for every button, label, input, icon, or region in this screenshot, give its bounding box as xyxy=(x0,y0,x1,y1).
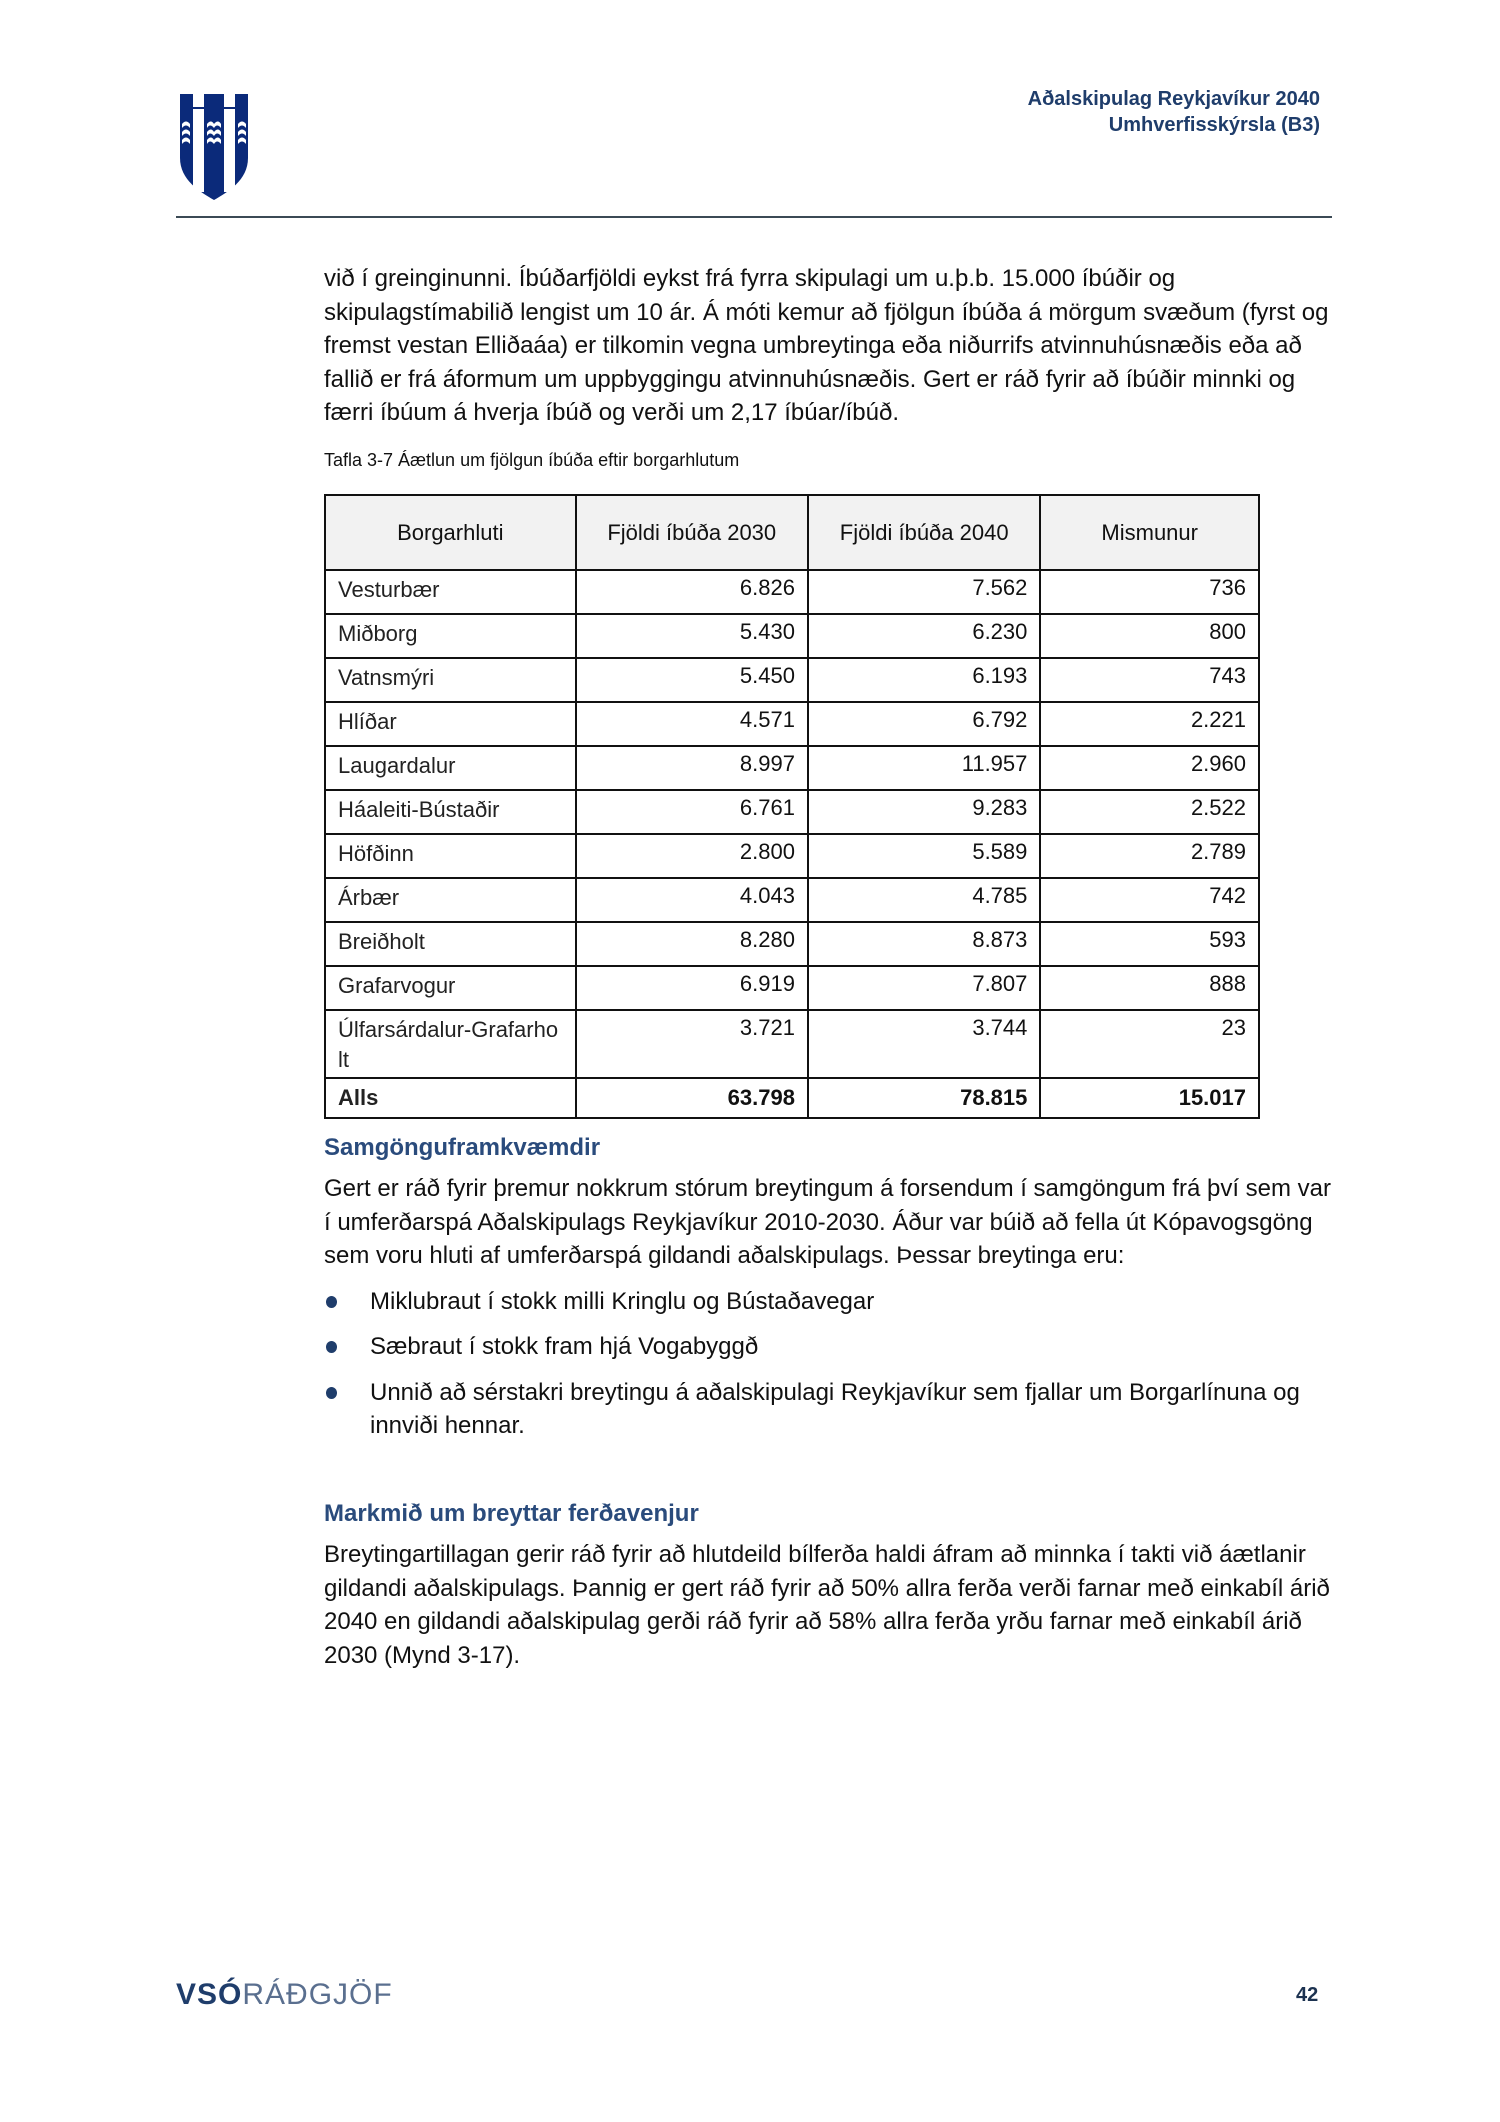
total-2030: 63.798 xyxy=(576,1078,808,1118)
column-header: Borgarhluti xyxy=(325,495,576,570)
cell-2030: 5.430 xyxy=(576,614,808,658)
total-2040: 78.815 xyxy=(808,1078,1040,1118)
cell-2030: 6.826 xyxy=(576,570,808,614)
cell-2030: 6.761 xyxy=(576,790,808,834)
bullet-text: Unnið að sérstakri breytingu á aðalskipulagi Reykjavíkur sem fjallar um Borgarlínuna og innviði hennar. xyxy=(370,1378,1300,1439)
cell-2040: 9.283 xyxy=(808,790,1040,834)
district-name: Vesturbær xyxy=(325,570,576,614)
bullet-item xyxy=(324,1285,1334,1319)
cell-difference: 743 xyxy=(1040,658,1259,702)
cell-difference: 2.522 xyxy=(1040,790,1259,834)
cell-2040: 8.873 xyxy=(808,922,1040,966)
cell-2040: 6.193 xyxy=(808,658,1040,702)
table-caption: Tafla 3-7 Áætlun um fjölgun íbúða eftir borgarhlutum xyxy=(324,450,740,470)
cell-2040: 7.562 xyxy=(808,570,1040,614)
cell-difference: 2.960 xyxy=(1040,746,1259,790)
header-title-line1: Aðalskipulag Reykjavíkur 2040 xyxy=(1027,88,1320,110)
cell-difference: 593 xyxy=(1040,922,1259,966)
travel-habits-section xyxy=(324,1500,1334,1672)
bullet-item xyxy=(324,1330,1334,1364)
district-name: Háaleiti-Bústaðir xyxy=(325,790,576,834)
cell-2030: 5.450 xyxy=(576,658,808,702)
page-number: 42 xyxy=(1296,1984,1319,2006)
cell-difference: 736 xyxy=(1040,570,1259,614)
cell-2030: 2.800 xyxy=(576,834,808,878)
cell-2040: 5.589 xyxy=(808,834,1040,878)
district-name: Árbær xyxy=(325,878,576,922)
cell-2030: 8.997 xyxy=(576,746,808,790)
bullet-icon xyxy=(326,1387,337,1399)
table-row xyxy=(325,614,1259,658)
housing-table xyxy=(324,494,1260,1119)
table-row xyxy=(325,1010,1259,1078)
cell-2030: 4.571 xyxy=(576,702,808,746)
column-header: Fjöldi íbúða 2030 xyxy=(576,495,808,570)
table-header-row xyxy=(325,495,1259,570)
transport-section xyxy=(324,1134,1334,1455)
table-row xyxy=(325,834,1259,878)
cell-2030: 6.919 xyxy=(576,966,808,1010)
district-name: Grafarvogur xyxy=(325,966,576,1010)
cell-difference: 23 xyxy=(1040,1010,1259,1078)
table-total-row xyxy=(325,1078,1259,1118)
section-heading: Markmið um breyttar ferðavenjur xyxy=(324,1500,699,1527)
table-row xyxy=(325,790,1259,834)
cell-2040: 4.785 xyxy=(808,878,1040,922)
bullet-list xyxy=(324,1285,1334,1443)
bullet-icon xyxy=(326,1296,337,1308)
table-row xyxy=(325,878,1259,922)
district-name: Vatnsmýri xyxy=(325,658,576,702)
table-row xyxy=(325,570,1259,614)
intro-section xyxy=(324,262,1334,430)
table-row xyxy=(325,922,1259,966)
column-header: Fjöldi íbúða 2040 xyxy=(808,495,1040,570)
bullet-text: Sæbraut í stokk fram hjá Vogabyggð xyxy=(370,1333,759,1360)
table-row xyxy=(325,966,1259,1010)
bullet-item xyxy=(324,1376,1334,1443)
vso-radgjof-logo xyxy=(176,1978,393,2012)
cell-2040: 6.230 xyxy=(808,614,1040,658)
column-header: Mismunur xyxy=(1040,495,1259,570)
table-row xyxy=(325,702,1259,746)
cell-difference: 2.789 xyxy=(1040,834,1259,878)
cell-2030: 4.043 xyxy=(576,878,808,922)
cell-2030: 8.280 xyxy=(576,922,808,966)
bullet-icon xyxy=(326,1341,337,1353)
district-name: Hlíðar xyxy=(325,702,576,746)
intro-paragraph: við í greinginunni. Íbúðarfjöldi eykst frá fyrra skipulagi um u.þ.b. 15.000 íbúðir og skipulagstímabilið lengist um 10 ár. Á móti kemur að fjölgun íbúða á mörgum svæðum (fyrst og fremst vestan Elliðaáa) er tilkomin vegna umbreytinga eða niðurrifs atvinnuhúsnæðis eða að fallið er frá áformum um uppbyggingu atvinnuhúsnæðis. Gert er ráð fyrir að íbúðir minnki og færri íbúum á hverja íbúð og verði um 2,17 íbúar/íbúð. xyxy=(324,265,1329,426)
section-paragraph: Gert er ráð fyrir þremur nokkrum stórum breytingum á forsendum í samgöngum frá því sem var í umferðarspá Aðalskipulags Reykjavíkur 2010-2030. Áður var búið að fella út Kópavogsgöng sem voru hluti af umferðarspá gildandi aðalskipulags. Þessar breytinga eru: xyxy=(324,1175,1332,1269)
section-paragraph: Breytingartillagan gerir ráð fyrir að hlutdeild bílferða haldi áfram að minnka í takti við áætlanir gildandi aðalskipulags. Þannig er gert ráð fyrir að 50% allra ferða verði farnar með einkabíl árið 2040 en gildandi aðalskipulag gerði ráð fyrir að 58% allra ferða yrðu farnar með einkabíl árið 2030 (Mynd 3-17). xyxy=(324,1541,1330,1669)
cell-difference: 888 xyxy=(1040,966,1259,1010)
cell-2040: 6.792 xyxy=(808,702,1040,746)
cell-difference: 800 xyxy=(1040,614,1259,658)
table-caption-wrap xyxy=(324,450,1334,471)
header-divider xyxy=(176,216,1332,218)
district-name: Úlfarsárdalur-Grafarholt xyxy=(325,1010,576,1078)
cell-2040: 7.807 xyxy=(808,966,1040,1010)
cell-2040: 11.957 xyxy=(808,746,1040,790)
reykjavik-crest-logo xyxy=(178,92,250,202)
total-label: Alls xyxy=(325,1078,576,1118)
district-name: Höfðinn xyxy=(325,834,576,878)
district-name: Miðborg xyxy=(325,614,576,658)
table-row xyxy=(325,658,1259,702)
district-name: Laugardalur xyxy=(325,746,576,790)
header-title-line2: Umhverfisskýrsla (B3) xyxy=(1108,114,1320,136)
total-difference: 15.017 xyxy=(1040,1078,1259,1118)
district-name: Breiðholt xyxy=(325,922,576,966)
cell-2040: 3.744 xyxy=(808,1010,1040,1078)
cell-difference: 2.221 xyxy=(1040,702,1259,746)
cell-2030: 3.721 xyxy=(576,1010,808,1078)
bullet-text: Miklubraut í stokk milli Kringlu og Bústaðavegar xyxy=(370,1287,875,1315)
logo-bold-text: VSÓ xyxy=(176,1978,243,2011)
document-header-title xyxy=(1028,86,1320,138)
logo-light-text: RÁÐGJÖF xyxy=(242,1978,393,2011)
table-row xyxy=(325,746,1259,790)
section-heading: Samgönguframkvæmdir xyxy=(324,1134,601,1161)
cell-difference: 742 xyxy=(1040,878,1259,922)
